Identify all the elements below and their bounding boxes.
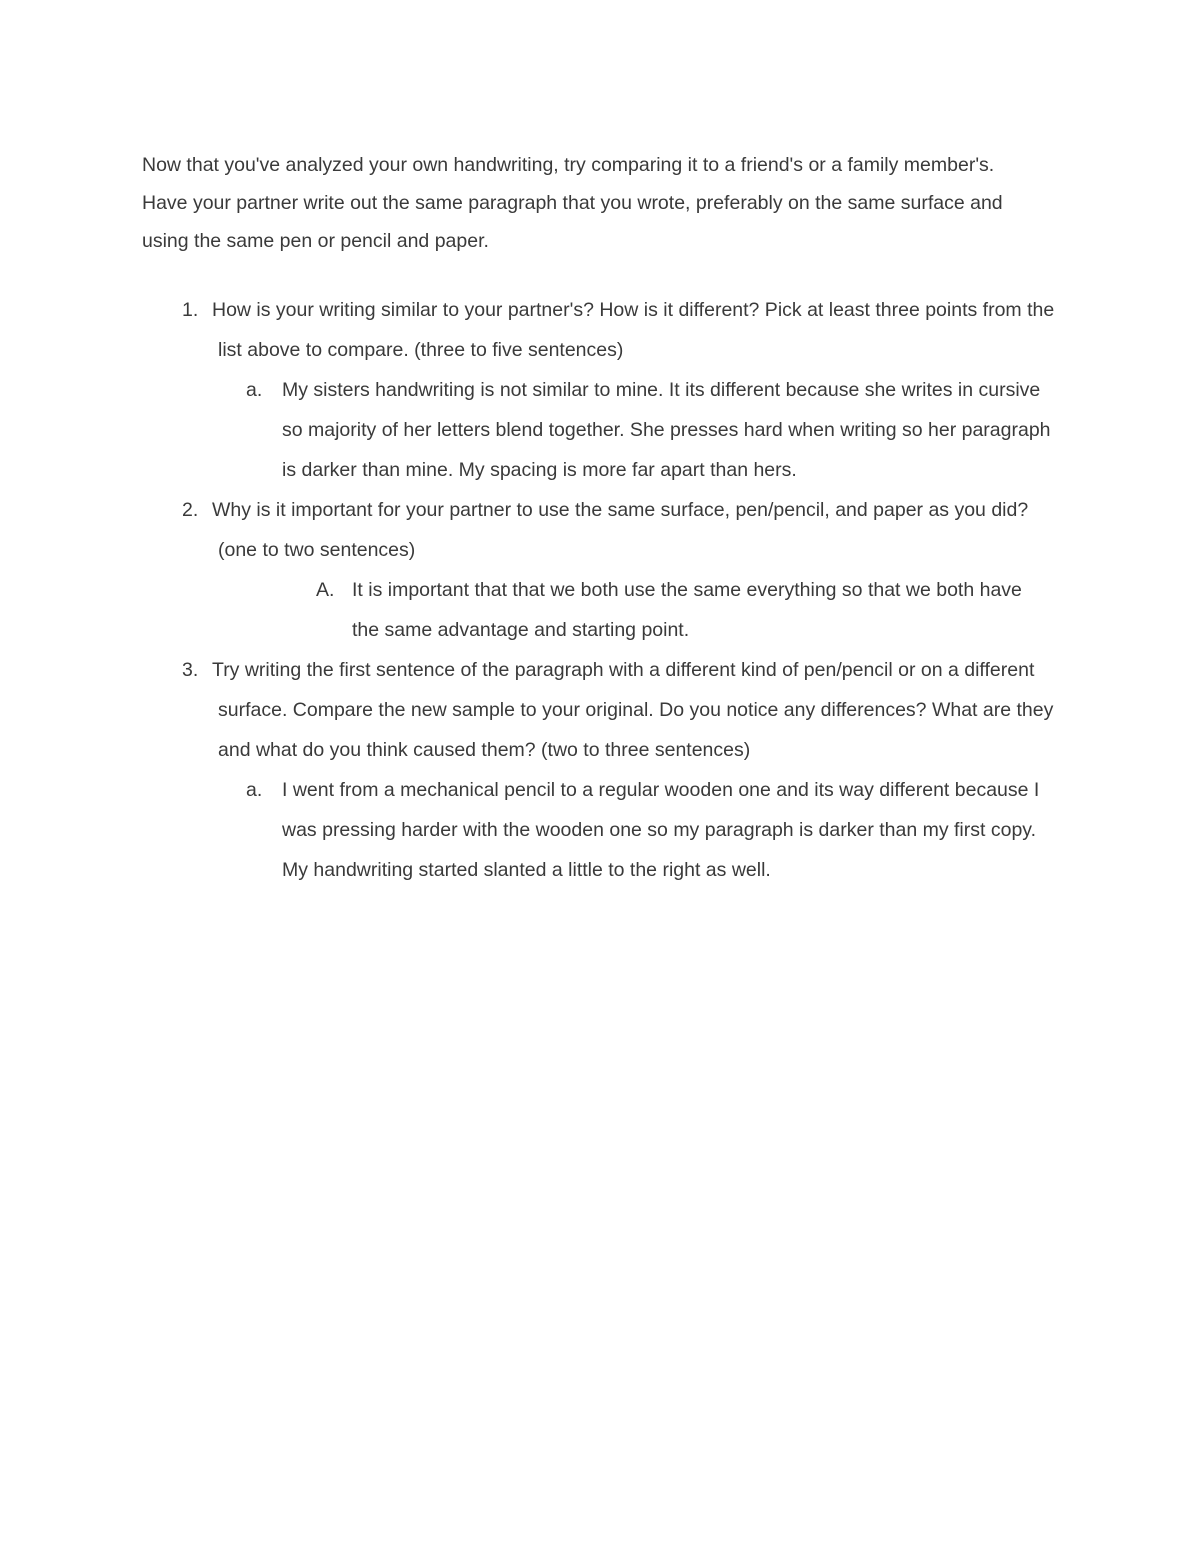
answer-marker: A. xyxy=(316,579,335,601)
intro-paragraph: Now that you've analyzed your own handwriting, try comparing it to a friend's or a family member's. Have your partner write out the same paragraph that you wrote, preferably on the same surface and using the same pen or pencil and paper. xyxy=(142,154,1003,252)
answer-list xyxy=(218,770,1058,890)
question-number: 3. xyxy=(182,659,199,681)
question-text: Why is it important for your partner to use the same surface, pen/pencil, and paper as you did? (one to two sentences) xyxy=(212,499,1029,561)
question-text: Try writing the first sentence of the paragraph with a different kind of pen/pencil or on a different surface. Compare the new sample to your original. Do you notice any differences? What are they and what do you think caused them? (two to three sentences) xyxy=(212,659,1054,761)
question-list xyxy=(0,290,1200,890)
question-number: 1. xyxy=(182,299,199,321)
answer-item xyxy=(316,570,1052,650)
answer-list xyxy=(218,570,1058,650)
answer-marker: a. xyxy=(246,779,263,801)
question-text: How is your writing similar to your partner's? How is it different? Pick at least three points from the list above to compare. (three to five sentences) xyxy=(212,299,1055,361)
answer-text: I went from a mechanical pencil to a regular wooden one and its way different because I was pressing harder with the wooden one so my paragraph is darker than my first copy. My handwriting started slanted a little to the right as well. xyxy=(282,779,1040,881)
answer-list xyxy=(218,370,1058,490)
answer-text: My sisters handwriting is not similar to mine. It its different because she writes in cursive so majority of her letters blend together. She presses hard when writing so her paragraph is darker than mine. My spacing is more far apart than hers. xyxy=(282,379,1051,481)
question-item-3 xyxy=(0,650,1058,890)
answer-item xyxy=(246,370,1062,490)
answer-text: It is important that that we both use the same everything so that we both have the same advantage and starting point. xyxy=(352,579,1022,641)
answer-marker: a. xyxy=(246,379,263,401)
question-number: 2. xyxy=(182,499,199,521)
question-item-1 xyxy=(0,290,1058,490)
question-item-2 xyxy=(0,490,1058,650)
answer-item xyxy=(246,770,1062,890)
